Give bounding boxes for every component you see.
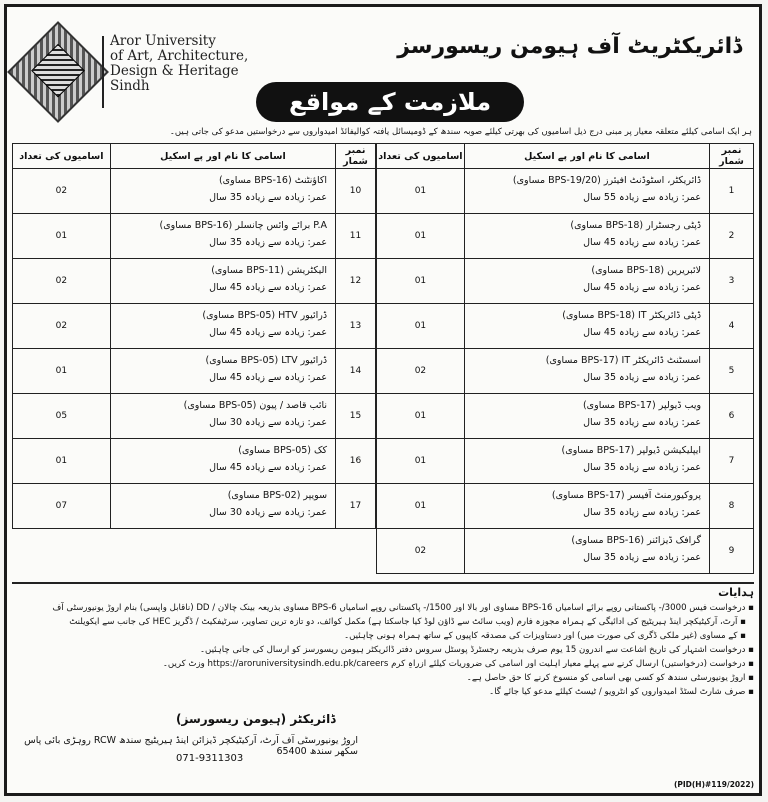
row-serial: 6 bbox=[710, 394, 754, 439]
jobs-table-left bbox=[12, 143, 376, 529]
row-post bbox=[110, 304, 335, 349]
table-row bbox=[13, 484, 376, 529]
post-name: ویب ڈیولپر (BPS-17 مساوی) bbox=[582, 400, 702, 411]
row-post bbox=[464, 484, 709, 529]
post-age-limit: عمر: زیادہ سے زیادہ 55 سال bbox=[583, 192, 702, 203]
post-age-limit: عمر: زیادہ سے زیادہ 35 سال bbox=[209, 192, 328, 203]
table-row bbox=[13, 439, 376, 484]
row-post bbox=[110, 349, 335, 394]
instructions-title: ہدایات bbox=[718, 586, 754, 599]
row-post bbox=[110, 439, 335, 484]
row-post-count: 01 bbox=[377, 259, 465, 304]
jobs-table-right bbox=[376, 143, 754, 574]
row-post bbox=[464, 304, 709, 349]
post-age-limit: عمر: زیادہ سے زیادہ 45 سال bbox=[583, 282, 702, 293]
table-row bbox=[377, 169, 754, 214]
post-name: ایپلیکیشن ڈیولپر (BPS-17 مساوی) bbox=[561, 445, 702, 456]
row-serial: 12 bbox=[336, 259, 376, 304]
row-post bbox=[464, 169, 709, 214]
post-name: ڈرائیور LTV (BPS-05 مساوی) bbox=[205, 355, 328, 366]
table-row bbox=[377, 394, 754, 439]
instruction-item: ▪ کے مساوی (غیر ملکی ڈگری کی صورت میں) اور دستاویزات کی مصدقہ کاپیوں کے ساتھ ہمراہ ہونی چاہئیں۔ bbox=[12, 629, 754, 643]
signatory-phone: 071-9311303 bbox=[176, 753, 244, 764]
row-serial: 16 bbox=[336, 439, 376, 484]
post-name: اسسٹنٹ ڈائریکٹر IT (BPS-17 مساوی) bbox=[545, 355, 702, 366]
table-row bbox=[377, 214, 754, 259]
post-age-limit: عمر: زیادہ سے زیادہ 45 سال bbox=[209, 327, 328, 338]
table-row bbox=[13, 304, 376, 349]
row-post-count: 05 bbox=[13, 394, 111, 439]
post-age-limit: عمر: زیادہ سے زیادہ 45 سال bbox=[209, 372, 328, 383]
table-row bbox=[13, 214, 376, 259]
post-name: ڈرائیور HTV (BPS-05 مساوی) bbox=[202, 310, 328, 321]
row-post-count: 02 bbox=[13, 304, 111, 349]
row-serial: 15 bbox=[336, 394, 376, 439]
row-post-count: 01 bbox=[377, 304, 465, 349]
post-name: ڈپٹی ڈائریکٹر IT (BPS-18 مساوی) bbox=[562, 310, 702, 321]
post-age-limit: عمر: زیادہ سے زیادہ 45 سال bbox=[209, 282, 328, 293]
row-serial: 1 bbox=[710, 169, 754, 214]
university-name bbox=[110, 34, 248, 94]
instructions-section bbox=[12, 582, 754, 699]
row-serial: 10 bbox=[336, 169, 376, 214]
intro-text: ہر ایک اسامی کیلئے متعلقہ معیار پر مبنی درج ذیل اسامیوں کی بھرتی کیلئے صوبہ سندھ کے ڈومیسائل یافتہ کوالیفائڈ امیدواروں سے درخواستیں مدعو کی جاتی ہیں۔ bbox=[169, 127, 752, 137]
table-row bbox=[377, 484, 754, 529]
row-post-count: 01 bbox=[377, 394, 465, 439]
post-name: لائبریرین (BPS-18 مساوی) bbox=[591, 265, 702, 276]
table-row bbox=[377, 349, 754, 394]
row-post-count: 01 bbox=[377, 169, 465, 214]
row-serial: 17 bbox=[336, 484, 376, 529]
row-serial: 4 bbox=[710, 304, 754, 349]
post-age-limit: عمر: زیادہ سے زیادہ 35 سال bbox=[583, 417, 702, 428]
table-row bbox=[377, 529, 754, 574]
row-post-count: 02 bbox=[13, 169, 111, 214]
post-age-limit: عمر: زیادہ سے زیادہ 45 سال bbox=[583, 237, 702, 248]
row-serial: 13 bbox=[336, 304, 376, 349]
row-post bbox=[464, 214, 709, 259]
university-name-line: Sindh bbox=[110, 78, 150, 94]
post-age-limit: عمر: زیادہ سے زیادہ 30 سال bbox=[209, 507, 328, 518]
row-post-count: 01 bbox=[377, 439, 465, 484]
table-row bbox=[13, 259, 376, 304]
row-post bbox=[464, 349, 709, 394]
row-post-count: 01 bbox=[377, 484, 465, 529]
row-post-count: 02 bbox=[377, 529, 465, 574]
row-post bbox=[464, 439, 709, 484]
post-name: P.A برائے وائس چانسلر (BPS-16 مساوی) bbox=[159, 220, 328, 231]
row-post-count: 01 bbox=[13, 439, 111, 484]
table-row bbox=[13, 169, 376, 214]
post-age-limit: عمر: زیادہ سے زیادہ 35 سال bbox=[583, 552, 702, 563]
header-serial: نمبر شمار bbox=[336, 144, 376, 169]
row-post bbox=[110, 214, 335, 259]
row-serial: 2 bbox=[710, 214, 754, 259]
row-serial: 8 bbox=[710, 484, 754, 529]
post-name: پروکیورمنٹ آفیسر (BPS-17 مساوی) bbox=[551, 490, 702, 501]
post-name: سویپر (BPS-02 مساوی) bbox=[227, 490, 328, 501]
header-post-count: اسامیوں کی تعداد bbox=[377, 144, 465, 169]
instruction-item: ▪ درخواست فیس 3000/- پاکستانی روپے برائے اسامیاں BPS-16 مساوی اور بالا اور 1500/- پاکستانی روپے اسامیاں BPS-6 مساوی بذریعہ بینک چالان / DD (ناقابل واپسی) بنام اروڑ یونیورسٹی آف bbox=[12, 601, 754, 615]
table-row bbox=[13, 349, 376, 394]
post-age-limit: عمر: زیادہ سے زیادہ 35 سال bbox=[209, 237, 328, 248]
instruction-item: ▪ درخواست اشتہار کی تاریخ اشاعت سے اندرون 15 یوم صرف بذریعہ رجسٹرڈ پوسٹل سروس دفتر ڈائریکٹر ہیومن ریسورسز کو ارسال کی جانی چاہئیں۔ bbox=[12, 643, 754, 657]
row-serial: 11 bbox=[336, 214, 376, 259]
university-name-line: Design & Heritage bbox=[110, 63, 239, 79]
row-post bbox=[464, 259, 709, 304]
table-row bbox=[377, 439, 754, 484]
header-post-name: اسامی کا نام اور پے اسکیل bbox=[464, 144, 709, 169]
post-name: اکاؤنٹنٹ (BPS-16 مساوی) bbox=[218, 175, 328, 186]
instruction-item: ▪ درخواست (درخواستیں) ارسال کرنے سے پہلے معیار اہلیت اور اسامی کی ضروریات کیلئے ازراہِ کرم https://aroruniversitysindh.edu.pk/careers وزٹ کریں۔ bbox=[12, 657, 754, 671]
row-post-count: 01 bbox=[13, 349, 111, 394]
signatory-address: اروڑ یونیورسٹی آف آرٹ، آرکیٹیکچر ڈیزائن اینڈ ہیریٹیج سندھ RCW روہڑی بائی پاس سکھر سندھ 65400 bbox=[24, 735, 358, 757]
department-title: ڈائریکٹریٹ آف ہیومن ریسورسز bbox=[397, 34, 742, 59]
row-post bbox=[110, 169, 335, 214]
post-name: گرافک ڈیزائنر (BPS-16 مساوی) bbox=[571, 535, 702, 546]
instruction-item: ▪ صرف شارٹ لسٹڈ امیدواروں کو انٹرویو / ٹیسٹ کیلئے مدعو کیا جائے گا۔ bbox=[12, 685, 754, 699]
row-post-count: 07 bbox=[13, 484, 111, 529]
row-post bbox=[110, 259, 335, 304]
row-serial: 9 bbox=[710, 529, 754, 574]
post-name: ڈپٹی رجسٹرار (BPS-18 مساوی) bbox=[570, 220, 702, 231]
table-row bbox=[13, 394, 376, 439]
row-serial: 14 bbox=[336, 349, 376, 394]
row-serial: 3 bbox=[710, 259, 754, 304]
post-age-limit: عمر: زیادہ سے زیادہ 35 سال bbox=[583, 507, 702, 518]
table-header-row bbox=[377, 144, 754, 169]
post-age-limit: عمر: زیادہ سے زیادہ 45 سال bbox=[209, 462, 328, 473]
row-post-count: 02 bbox=[13, 259, 111, 304]
row-post-count: 02 bbox=[377, 349, 465, 394]
header-post-name: اسامی کا نام اور پے اسکیل bbox=[110, 144, 335, 169]
post-name: الیکٹریشن (BPS-11 مساوی) bbox=[211, 265, 328, 276]
header-post-count: اسامیوں کی تعداد bbox=[13, 144, 111, 169]
post-age-limit: عمر: زیادہ سے زیادہ 45 سال bbox=[583, 327, 702, 338]
reference-number: (PID(H)#119/2022) bbox=[673, 780, 754, 789]
post-name: نائب قاصد / پیون (BPS-05 مساوی) bbox=[183, 400, 328, 411]
jobs-banner: ملازمت کے مواقع bbox=[256, 82, 524, 122]
post-age-limit: عمر: زیادہ سے زیادہ 30 سال bbox=[209, 417, 328, 428]
university-name-line: Aror University bbox=[110, 33, 216, 49]
row-post bbox=[464, 394, 709, 439]
table-row bbox=[377, 304, 754, 349]
university-name-line: of Art, Architecture, bbox=[110, 48, 249, 64]
table-header-row bbox=[13, 144, 376, 169]
logo-divider bbox=[102, 36, 104, 108]
header-serial: نمبر شمار bbox=[710, 144, 754, 169]
row-post bbox=[464, 529, 709, 574]
row-serial: 7 bbox=[710, 439, 754, 484]
instruction-item: ▪ اروڑ یونیورسٹی سندھ کو کسی بھی اسامی کو منسوخ کرنے کا حق حاصل ہے۔ bbox=[12, 671, 754, 685]
row-serial: 5 bbox=[710, 349, 754, 394]
post-age-limit: عمر: زیادہ سے زیادہ 35 سال bbox=[583, 372, 702, 383]
row-post-count: 01 bbox=[13, 214, 111, 259]
table-row bbox=[377, 259, 754, 304]
post-age-limit: عمر: زیادہ سے زیادہ 35 سال bbox=[583, 462, 702, 473]
post-name: ڈائریکٹر، اسٹوڈنٹ افیئرز (BPS-19/20 مساوی) bbox=[512, 175, 702, 186]
row-post bbox=[110, 484, 335, 529]
post-name: کک (BPS-05 مساوی) bbox=[238, 445, 328, 456]
instruction-item: ▪ آرٹ، آرکیٹیکچر اینڈ ہیریٹیج کی ادائیگی کے ہمراہ مجوزہ فارم (ویب سائٹ سے ڈاؤن لوڈ کیا جاسکتا ہے) مکمل کوائف، دو تازہ ترین تصاویر، سرٹیفکیٹ / ڈگریز HEC کی جانب سے ایکویلنٹ bbox=[12, 615, 754, 629]
row-post-count: 01 bbox=[377, 214, 465, 259]
row-post bbox=[110, 394, 335, 439]
signatory-title: ڈائریکٹر (ہیومن ریسورسز) bbox=[176, 712, 336, 726]
